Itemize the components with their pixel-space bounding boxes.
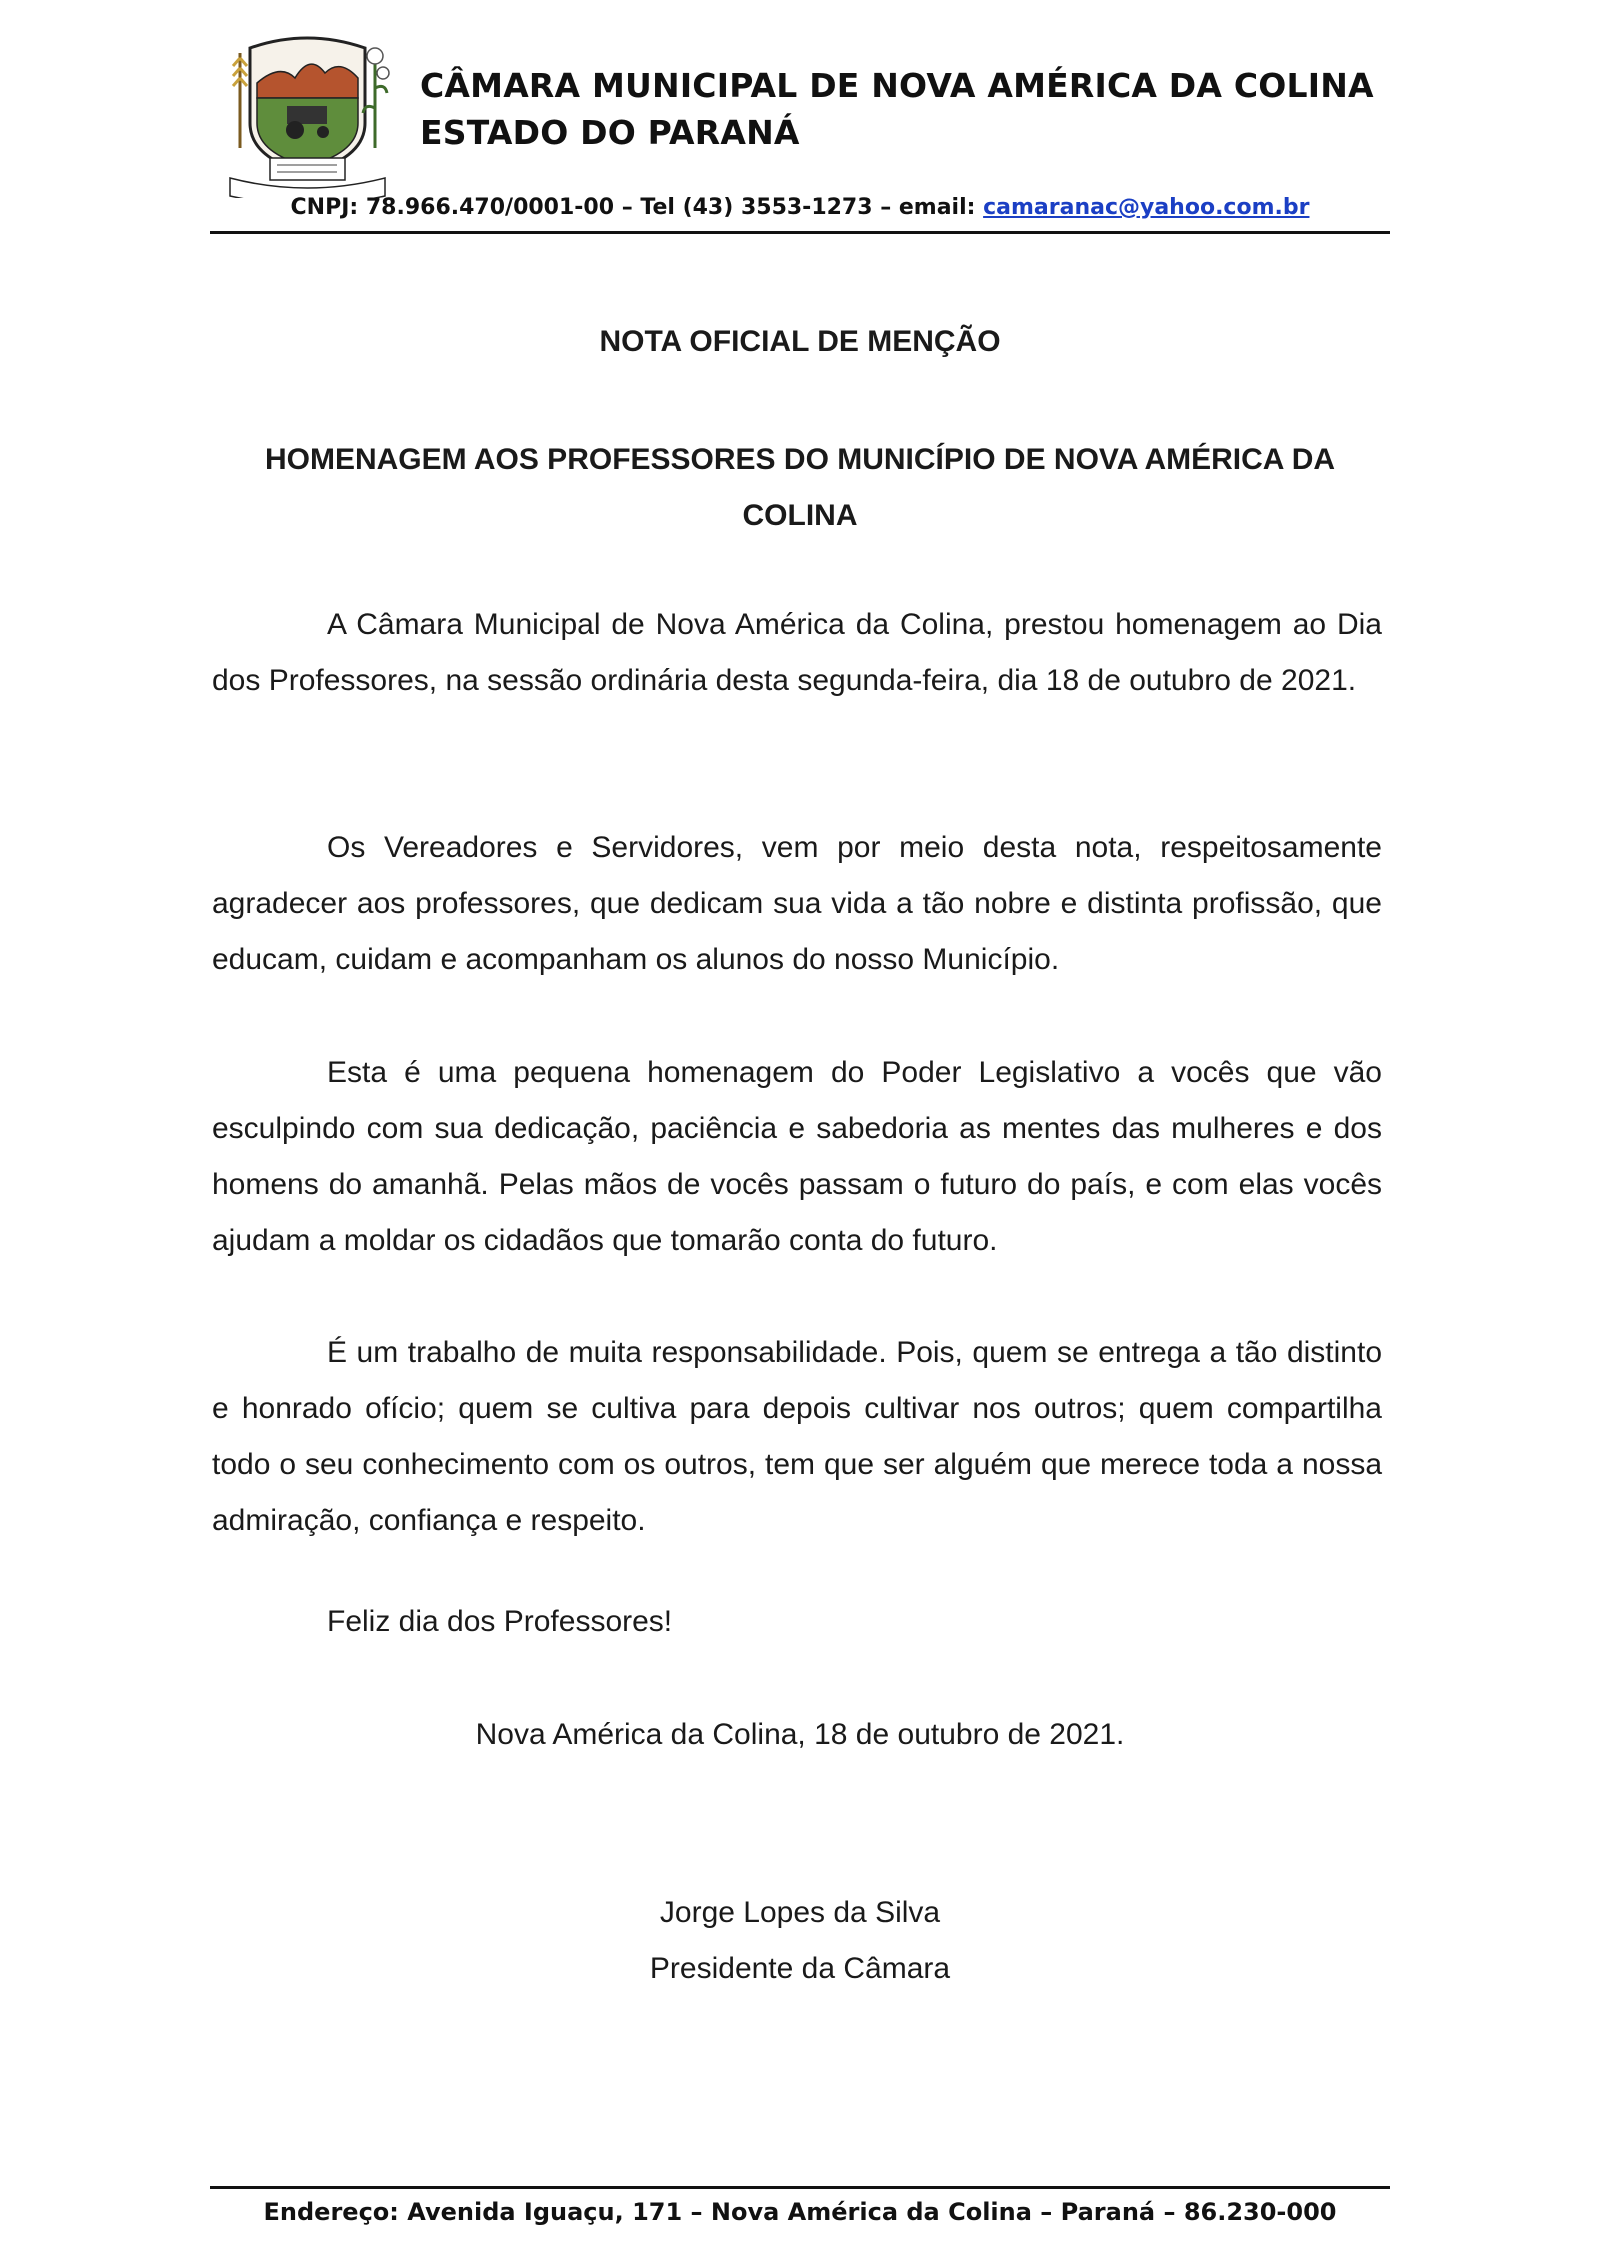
closing-greeting: Feliz dia dos Professores!: [327, 1605, 673, 1638]
institution-name: [420, 62, 1374, 156]
document-title: NOTA OFICIAL DE MENÇÃO: [599, 325, 1001, 358]
paragraph: A Câmara Municipal de Nova América da Colina, prestou homenagem ao Dia dos Professores, na sessão ordinária desta segunda-feira, dia 18 de outubro de 2021.: [212, 608, 1382, 697]
letterhead: [210, 20, 1390, 235]
municipal-crest-logo: [225, 28, 390, 198]
paragraph: Os Vereadores e Servidores, vem por meio desta nota, respeitosamente agradecer aos professores, que dedicam sua vida a tão nobre e distinta profissão, que educam, cuidam e acompanham os alunos do nosso Município.: [212, 831, 1382, 976]
institution-name-line2: ESTADO DO PARANÁ: [420, 113, 800, 152]
header-divider: [210, 231, 1390, 234]
signatory-name: Jorge Lopes da Silva: [659, 1896, 941, 1929]
document-subtitle: HOMENAGEM AOS PROFESSORES DO MUNICÍPIO DE NOVA AMÉRICA DA COLINA: [264, 443, 1336, 532]
footer-divider: [210, 2186, 1390, 2189]
contact-line: [210, 195, 1390, 220]
signature-block: [210, 1885, 1390, 1997]
paragraph: É um trabalho de muita responsabilidade. Pois, quem se entrega a tão distinto e honrado ofício; quem se cultiva para depois cultivar nos outros; quem compartilha todo o seu conhecimento com os outros, tem que ser alguém que merece toda a nossa admiração, confiança e respeito.: [212, 1336, 1382, 1537]
footer-address: Endereço: Avenida Iguaçu, 171 – Nova América da Colina – Paraná – 86.230-000: [263, 2198, 1337, 2226]
contact-details: CNPJ: 78.966.470/0001-00 – Tel (43) 3553-1273 – email:: [290, 195, 984, 220]
institution-name-line1: CÂMARA MUNICIPAL DE NOVA AMÉRICA DA COLINA: [420, 66, 1374, 105]
signatory-title: Presidente da Câmara: [649, 1952, 951, 1985]
place-and-date: Nova América da Colina, 18 de outubro de 2021.: [475, 1718, 1125, 1751]
email-link[interactable]: camaranac@yahoo.com.br: [983, 195, 1310, 220]
paragraph: Esta é uma pequena homenagem do Poder Legislativo a vocês que vão esculpindo com sua dedicação, paciência e sabedoria as mentes das mulheres e dos homens do amanhã. Pelas mãos de vocês passam o futuro do país, e com elas vocês ajudam a moldar os cidadãos que tomarão conta do futuro.: [212, 1056, 1382, 1257]
